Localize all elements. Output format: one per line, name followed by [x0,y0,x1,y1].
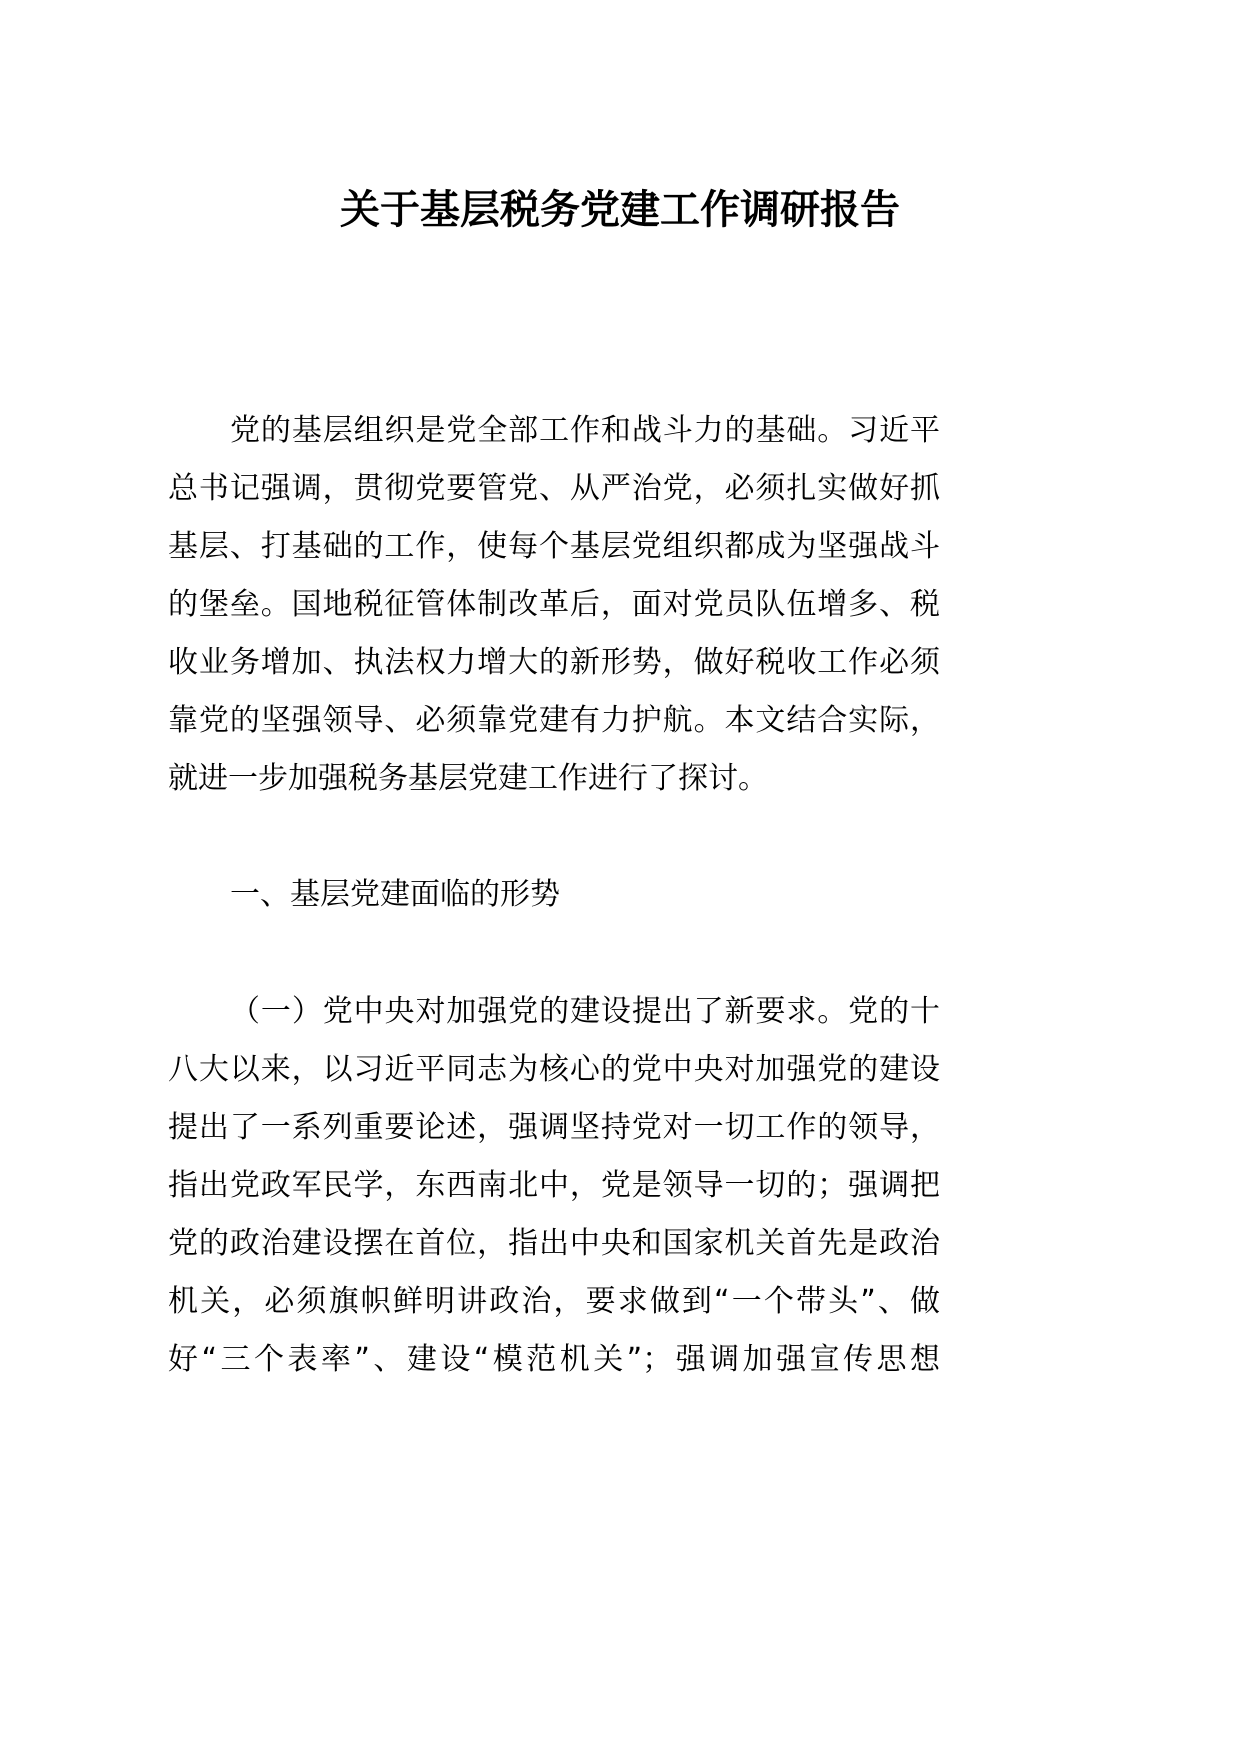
text-line: 总书记强调，贯彻党要管党、从严治党，必须扎实做好抓 [168,471,940,506]
section-heading: 一、基层党建面临的形势 [230,877,560,912]
section-paragraph [168,983,940,1389]
text-line: 提出了一系列重要论述，强调坚持党对一切工作的领导， [168,1110,940,1145]
text-line: （一）党中央对加强党的建设提出了新要求。党的十 [230,994,940,1029]
text-line: 党的政治建设摆在首位，指出中央和国家机关首先是政治 [168,1226,940,1261]
section-heading-container [168,866,940,924]
text-line: 八大以来，以习近平同志为核心的党中央对加强党的建设 [168,1052,940,1087]
text-line: 的堡垒。国地税征管体制改革后，面对党员队伍增多、税 [168,587,940,622]
text-line: 收业务增加、执法权力增大的新形势，做好税收工作必须 [168,645,940,680]
text-line: 靠党的坚强领导、必须靠党建有力护航。本文结合实际， [168,703,940,738]
intro-paragraph [168,402,940,808]
text-line: 就进一步加强税务基层党建工作进行了探讨。 [168,761,768,796]
text-line: 基层、打基础的工作，使每个基层党组织都成为坚强战斗 [168,529,940,564]
document-title: 关于基层税务党建工作调研报告 [340,187,900,233]
text-line: 机关，必须旗帜鲜明讲政治，要求做到“一个带头”、做 [168,1284,940,1319]
text-line: 指出党政军民学，东西南北中，党是领导一切的；强调把 [168,1168,940,1203]
text-line: 好“三个表率”、建设“模范机关”；强调加强宣传思想 [168,1342,940,1377]
text-line: 党的基层组织是党全部工作和战斗力的基础。习近平 [230,413,940,448]
